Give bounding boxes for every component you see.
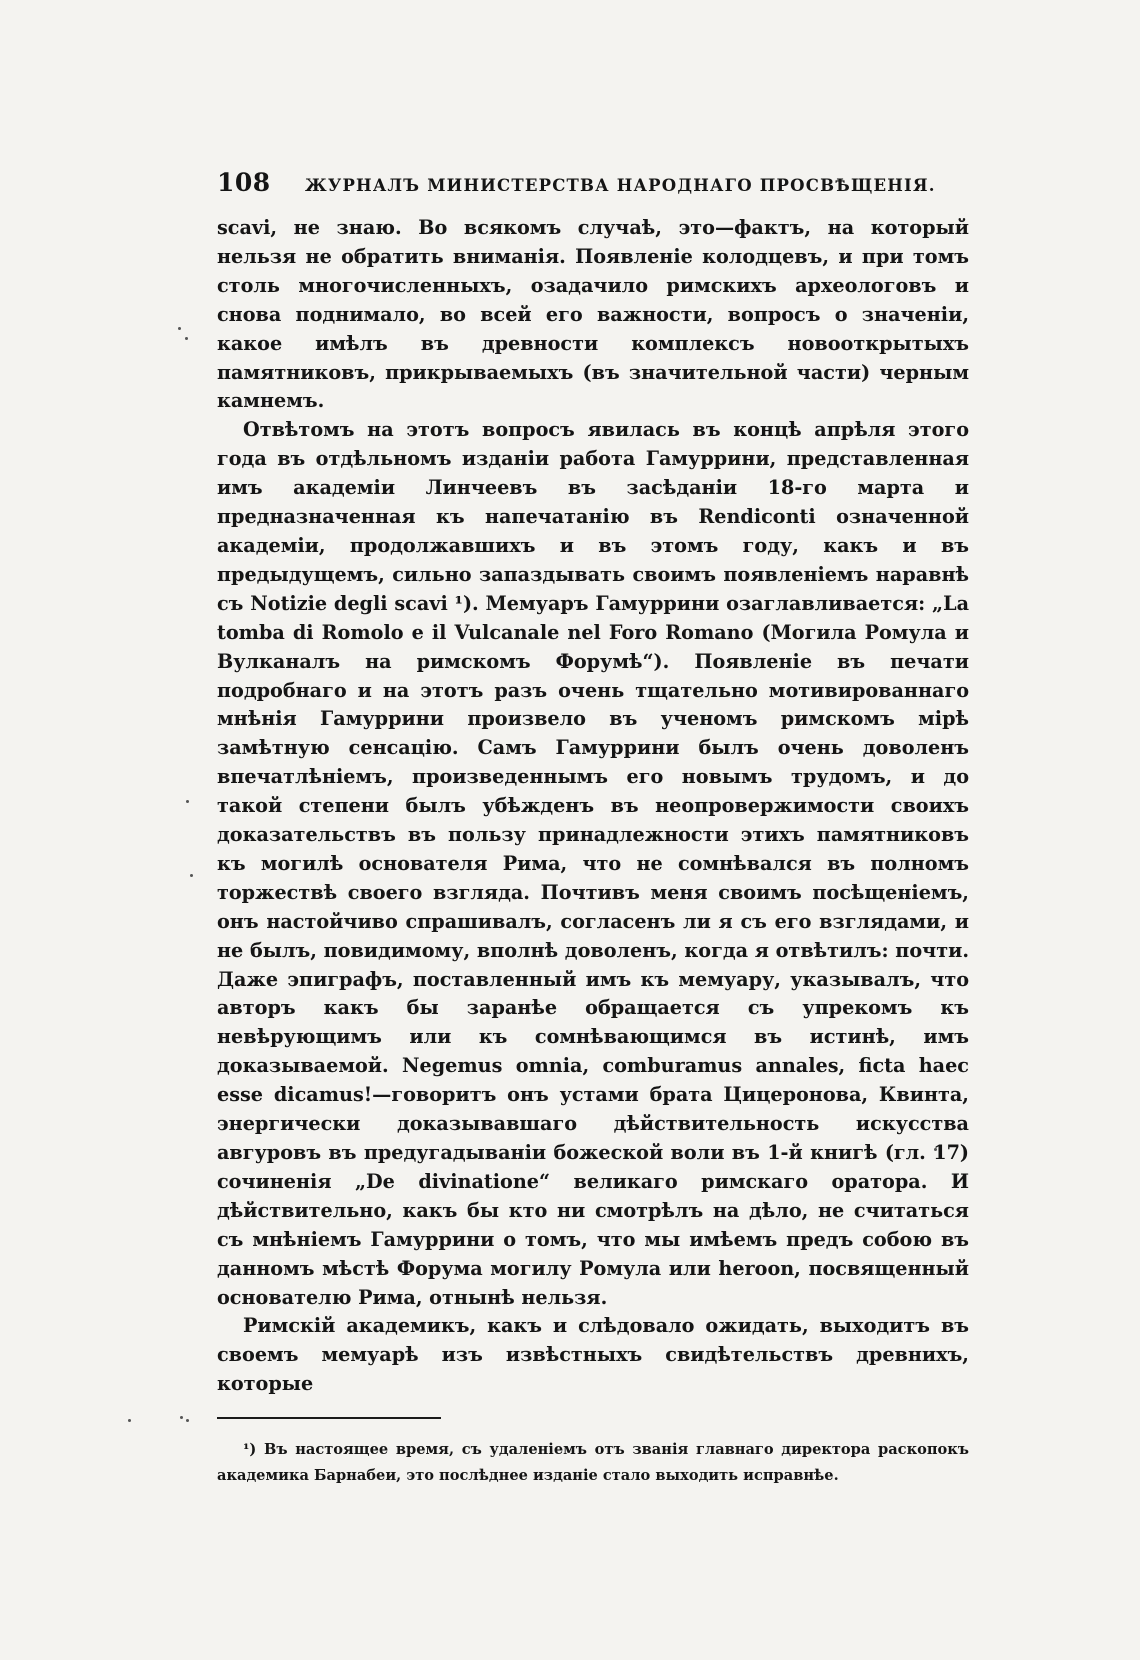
paragraph: scavi, не знаю. Во всякомъ случаѣ, это—фактъ, на который нельзя не обратить вниманія. Появленіе колодцевъ, и при томъ столь многочисленныхъ, озадачило римскихъ археологовъ и снова поднимало, во всей его важности, вопросъ о значеніи, какое имѣлъ въ древности комплексъ новооткрытыхъ памятниковъ, прикрываемыхъ (въ значительной части) черным камнемъ. xyxy=(217,216,969,413)
running-head xyxy=(217,168,969,214)
scan-speck xyxy=(186,1419,189,1422)
scan-speck xyxy=(185,337,188,340)
text-block xyxy=(217,168,969,1489)
journal-title: ЖУРНАЛЪ МИНИСТЕРСТВА НАРОДНАГО ПРОСВѢЩЕНІЯ. xyxy=(305,176,936,195)
footnote: ¹) Въ настоящее время, съ удаленіемъ отъ званія главнаго директора раскопокъ академика Барнабеи, это послѣднее изданіе стало выходить исправнѣе. xyxy=(217,1441,969,1485)
paragraph: Отвѣтомъ на этотъ вопросъ явилась въ концѣ апрѣля этого года въ отдѣльномъ изданіи работа Гамуррини, представленная имъ академіи Линчеевъ въ засѣданіи 18-го марта и предназначенная къ напечатанію въ Rendiconti означенной академіи, продолжавшихъ и въ этомъ году, какъ и въ предыдущемъ, сильно запаздывать своимъ появленіемъ наравнѣ съ Notizie degli scavi ¹). Мемуаръ Гамуррини озаглавливается: „La tomba di Romolo e il Vulcanale nel Foro Romano (Могила Ромула и Вулканалъ на римскомъ Форумѣ“). Появленіе въ печати подробнаго и на этотъ разъ очень тщательно мотивированнаго мнѣнія Гамуррини произвело въ ученомъ римскомъ мірѣ замѣтную сенсацію. Самъ Гамуррини былъ очень доволенъ впечатлѣніемъ, произведеннымъ его новымъ трудомъ, и до такой степени былъ убѣжденъ въ неопровержимости своихъ доказательствъ въ пользу принадлежности этихъ памятниковъ къ могилѣ основателя Рима, что не сомнѣвался въ полномъ торжествѣ своего взгляда. Почтивъ меня своимъ посѣщеніемъ, онъ настойчиво спрашивалъ, согласенъ ли я съ его взглядами, и не былъ, повидимому, вполнѣ доволенъ, когда я отвѣтилъ: почти. Даже эпиграфъ, поставленный имъ къ мемуару, указывалъ, что авторъ какъ бы заранѣе обращается съ упрекомъ къ невѣрующимъ или къ сомнѣвающимся въ истинѣ, имъ доказываемой. Negemus omnia, comburamus annales, ficta haec esse dicamus!—говоритъ онъ устами брата Цицеронова, Квинта, энергически доказывавшаго дѣйствительность искусства авгуровъ въ предугадываніи божеской воли въ 1-й книгѣ (гл. 17) сочиненія „De divinatione“ великаго римскаго оратора. И дѣйствительно, какъ бы кто ни смотрѣлъ на дѣло, не считаться съ мнѣніемъ Гамуррини о томъ, что мы имѣемъ предъ собою въ данномъ мѣстѣ Форума могилу Ромула или heroon, посвященный основателю Рима, отнынѣ нельзя. xyxy=(217,418,969,1309)
footnote-separator xyxy=(217,1417,441,1419)
paragraph: Римскій академикъ, какъ и слѣдовало ожидать, выходитъ въ своемъ мемуарѣ изъ извѣстныхъ свидѣтельствъ древнихъ, которые xyxy=(217,1314,969,1396)
page-number: 108 xyxy=(217,168,271,197)
scan-speck xyxy=(186,800,189,803)
body-text xyxy=(217,214,969,1399)
scan-speck xyxy=(180,1416,183,1419)
scan-speck xyxy=(190,874,193,877)
scan-speck xyxy=(128,1419,131,1422)
scan-speck xyxy=(178,327,181,330)
